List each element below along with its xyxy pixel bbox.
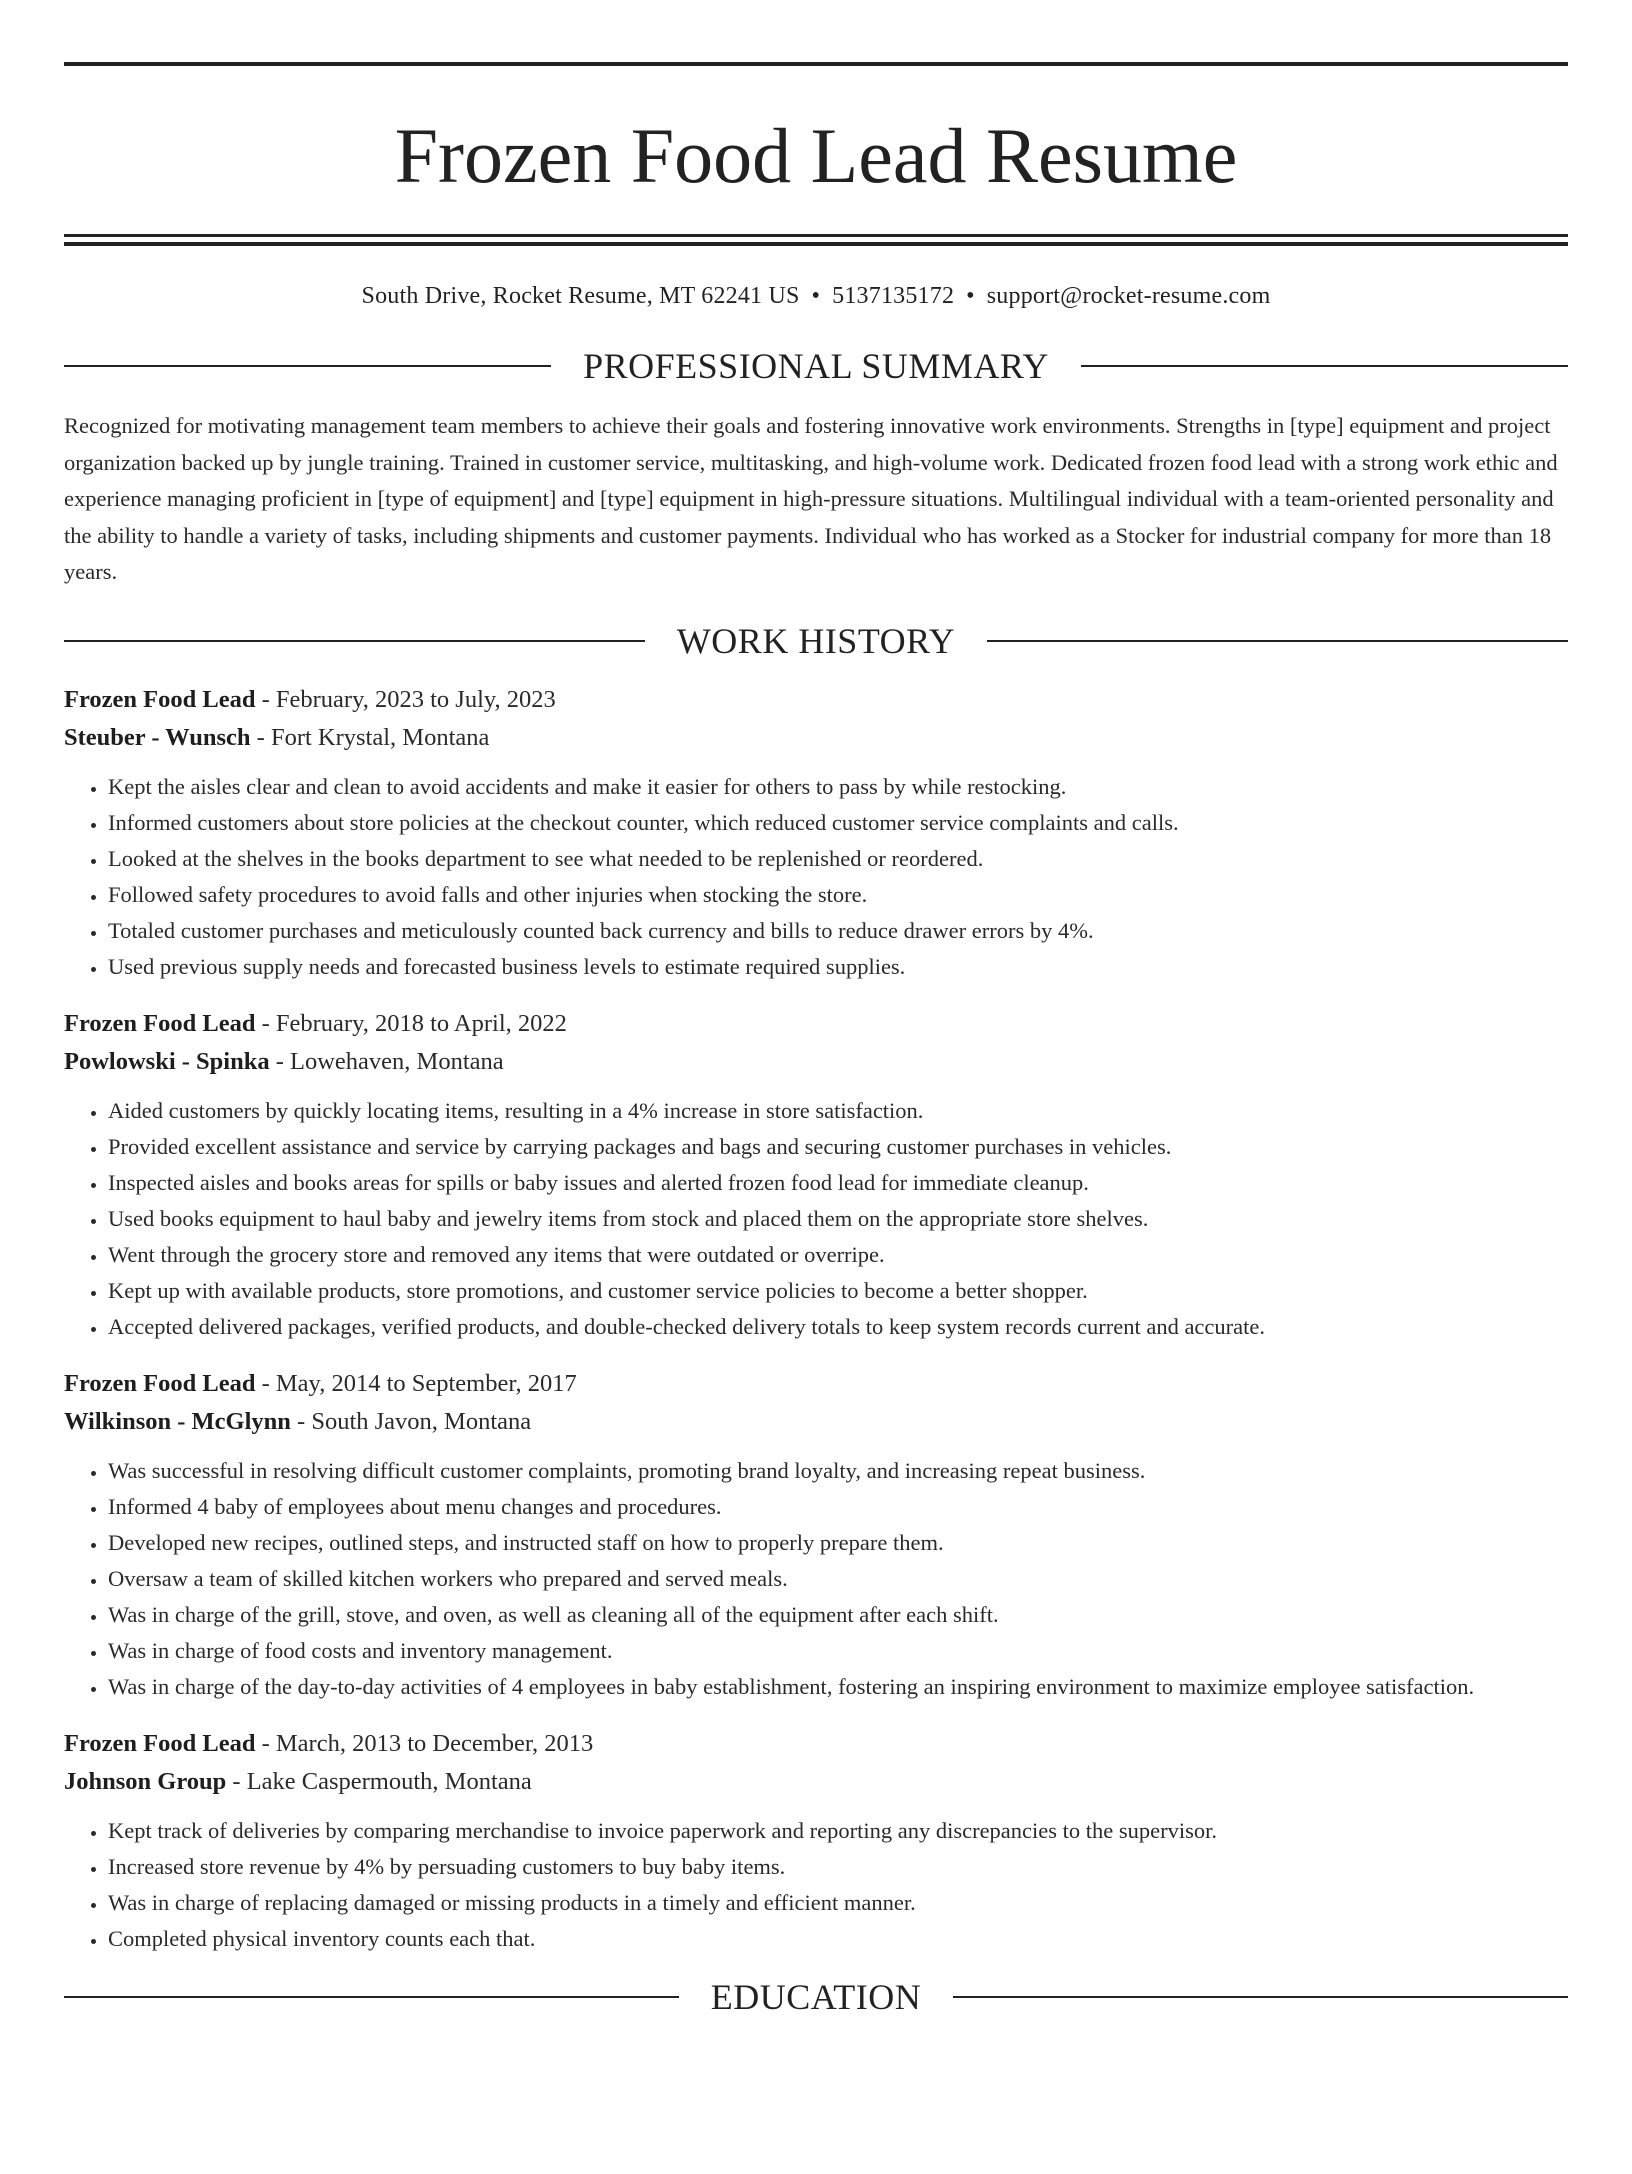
job-dates: - February, 2023 to July, 2023 xyxy=(255,685,556,713)
job-bullet: • Increased store revenue by 4% by persuading customers to buy baby items. xyxy=(108,1849,1568,1885)
job-company: Powlowski - Spinka xyxy=(64,1047,270,1075)
summary-section-heading xyxy=(64,346,1568,386)
job-bullet: • Oversaw a team of skilled kitchen workers who prepared and served meals. xyxy=(108,1561,1568,1597)
summary-paragraph: Recognized for motivating management team members to achieve their goals and fostering innovative work environments. Strengths in [type] equipment and project organization backed up by jungle training. Trained in customer service, multitasking, and high-volume work. Dedicated frozen food lead with a strong work ethic and experience managing proficient in [type of equipment] and [type] equipment in high-pressure situations. Multilingual individual with a team-oriented personality and the ability to handle a variety of tasks, including shipments and customer payments. Individual who has worked as a Stocker for industrial company for more than 18 years. xyxy=(64,413,1558,584)
contact-email[interactable]: support@rocket-resume.com xyxy=(986,283,1271,309)
job-title: Frozen Food Lead xyxy=(64,1369,256,1397)
job-bullet: • Followed safety procedures to avoid falls and other injuries when stocking the store. xyxy=(108,877,1568,913)
summary-heading-label: PROFESSIONAL SUMMARY xyxy=(583,346,1049,386)
job-bullet: • Was in charge of the day-to-day activities of 4 employees in baby establishment, fostering an inspiring environment to maximize employee satisfaction. xyxy=(108,1669,1568,1705)
contact-line xyxy=(64,280,1568,312)
resume-page xyxy=(0,62,1632,2174)
heading-rule-right xyxy=(953,1996,1568,1998)
job-dates: - May, 2014 to September, 2017 xyxy=(255,1369,577,1397)
job-bullet: • Was in charge of replacing damaged or missing products in a timely and efficient manner. xyxy=(108,1885,1568,1921)
job-bullet: • Provided excellent assistance and service by carrying packages and bags and securing customer purchases in vehicles. xyxy=(108,1129,1568,1165)
job-entry xyxy=(64,1725,1568,1957)
job-company-line xyxy=(64,1763,1568,1801)
job-bullet: • Looked at the shelves in the books department to see what needed to be replenished or reordered. xyxy=(108,841,1568,877)
job-entry xyxy=(64,681,1568,985)
job-title: Frozen Food Lead xyxy=(64,1729,256,1757)
job-bullet: • Developed new recipes, outlined steps, and instructed staff on how to properly prepare them. xyxy=(108,1525,1568,1561)
work-section-heading xyxy=(64,621,1568,661)
heading-rule-left xyxy=(64,365,551,367)
top-rule xyxy=(64,62,1568,66)
heading-rule-left xyxy=(64,640,645,642)
job-dates: - February, 2018 to April, 2022 xyxy=(255,1009,567,1037)
job-location: - South Javon, Montana xyxy=(290,1407,532,1435)
job-company-line xyxy=(64,1403,1568,1441)
job-bullets xyxy=(64,1813,1568,1957)
job-company-line xyxy=(64,719,1568,757)
job-title: Frozen Food Lead xyxy=(64,685,256,713)
job-bullets xyxy=(64,1093,1568,1345)
job-title-line xyxy=(64,1725,1568,1763)
job-title-line xyxy=(64,681,1568,719)
job-bullet: • Totaled customer purchases and meticulously counted back currency and bills to reduce drawer errors by 4%. xyxy=(108,913,1568,949)
job-title-line xyxy=(64,1365,1568,1403)
job-title: Frozen Food Lead xyxy=(64,1009,256,1037)
job-company: Johnson Group xyxy=(64,1767,227,1795)
title-double-rule xyxy=(64,234,1568,246)
job-bullet: • Kept the aisles clear and clean to avoid accidents and make it easier for others to pass by while restocking. xyxy=(108,769,1568,805)
contact-separator: • xyxy=(966,283,975,309)
contact-address: South Drive, Rocket Resume, MT 62241 US xyxy=(361,283,800,309)
job-entry xyxy=(64,1365,1568,1705)
job-entry xyxy=(64,1005,1568,1345)
job-bullet: • Inspected aisles and books areas for spills or baby issues and alerted frozen food lead for immediate cleanup. xyxy=(108,1165,1568,1201)
job-location: - Lake Caspermouth, Montana xyxy=(226,1767,532,1795)
job-company-line xyxy=(64,1043,1568,1081)
job-title-line xyxy=(64,1005,1568,1043)
resume-title: Frozen Food Lead Resume xyxy=(394,112,1238,199)
work-heading-label: WORK HISTORY xyxy=(676,620,956,661)
job-bullet: • Was in charge of the grill, stove, and oven, as well as cleaning all of the equipment after each shift. xyxy=(108,1597,1568,1633)
education-heading-label: EDUCATION xyxy=(710,1976,922,2017)
job-bullet: • Used books equipment to haul baby and jewelry items from stock and placed them on the appropriate store shelves. xyxy=(108,1201,1568,1237)
job-bullets xyxy=(64,1453,1568,1705)
job-bullet: • Kept up with available products, store promotions, and customer service policies to become a better shopper. xyxy=(108,1273,1568,1309)
work-history-list xyxy=(64,681,1568,1957)
job-bullet: • Was successful in resolving difficult customer complaints, promoting brand loyalty, and increasing repeat business. xyxy=(108,1453,1568,1489)
job-bullet: • Used previous supply needs and forecasted business levels to estimate required supplies. xyxy=(108,949,1568,985)
job-dates: - March, 2013 to December, 2013 xyxy=(255,1729,594,1757)
job-bullet: • Informed 4 baby of employees about menu changes and procedures. xyxy=(108,1489,1568,1525)
job-bullet: • Was in charge of food costs and inventory management. xyxy=(108,1633,1568,1669)
heading-rule-right xyxy=(1081,365,1568,367)
job-bullet: • Completed physical inventory counts each that. xyxy=(108,1921,1568,1957)
job-bullet: • Kept track of deliveries by comparing merchandise to invoice paperwork and reporting any discrepancies to the supervisor. xyxy=(108,1813,1568,1849)
job-location: - Lowehaven, Montana xyxy=(269,1047,504,1075)
job-bullets xyxy=(64,769,1568,985)
job-bullet: • Went through the grocery store and removed any items that were outdated or overripe. xyxy=(108,1237,1568,1273)
job-company: Steuber - Wunsch xyxy=(64,723,251,751)
job-bullet: • Aided customers by quickly locating items, resulting in a 4% increase in store satisfaction. xyxy=(108,1093,1568,1129)
education-section-heading xyxy=(64,1977,1568,2017)
job-bullet: • Informed customers about store policies at the checkout counter, which reduced customer service complaints and calls. xyxy=(108,805,1568,841)
job-bullet: • Accepted delivered packages, verified products, and double-checked delivery totals to keep system records current and accurate. xyxy=(108,1309,1568,1345)
contact-separator: • xyxy=(811,283,821,309)
heading-rule-left xyxy=(64,1996,679,1998)
job-location: - Fort Krystal, Montana xyxy=(250,723,490,751)
job-company: Wilkinson - McGlynn xyxy=(64,1407,291,1435)
heading-rule-right xyxy=(987,640,1568,642)
contact-phone: 5137135172 xyxy=(832,283,955,309)
